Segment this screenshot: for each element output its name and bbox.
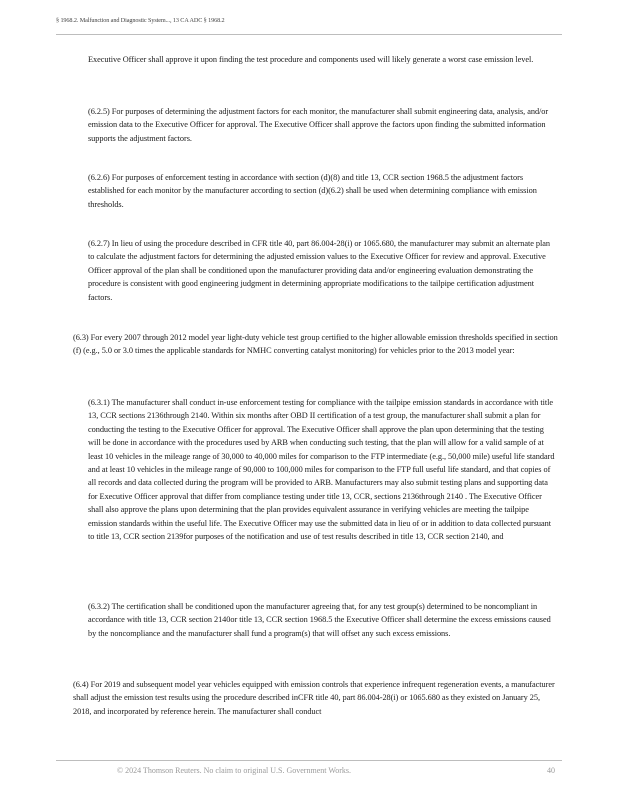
paragraph-6-2-6: (6.2.6) For purposes of enforcement testing in accordance with section (d)(8) and title 13, CCR section 1968.5 the adjustment factors established for each monitor by the manufacturer according to section (d)(6.2) shall be used when determining compliance with emission thresholds. (88, 173, 537, 209)
copyright-notice: © 2024 Thomson Reuters. No claim to original U.S. Government Works. (117, 766, 352, 775)
paragraph-6-2-5: (6.2.5) For purposes of determining the adjustment factors for each monitor, the manufacturer shall submit engineering data, analysis, and/or emission data to the Executive Officer for approval. The Executive Officer shall approve the factors upon finding the submitted information supports the adjustment factors. (88, 107, 549, 143)
header-divider (56, 34, 562, 35)
paragraph-6-3: (6.3) For every 2007 through 2012 model year light-duty vehicle test group certified to the higher allowable emission thresholds specified in section (f) (e.g., 5.0 or 3.0 times the applicable standards for NMHC converting catalyst monitoring) for vehicles prior to the 2013 model year: (73, 333, 558, 356)
paragraph-6-2-7: (6.2.7) In lieu of using the procedure described in CFR title 40, part 86.004-28(i) or 1065.680, the manufacturer may submit an alternate plan to calculate the adjustment factors for determining the adjusted emission values to the Executive Officer for review and approval. Executive Officer approval of the plan shall be conditioned upon the manufacturer providing data and/or engineering evaluation demonstrating the procedure is consistent with good engineering judgment in determining appropriate modifications to the tailpipe certification adjustment factors. (88, 239, 551, 302)
running-header: § 1968.2. Malfunction and Diagnostic System..., 13 CA ADC § 1968.2 (56, 17, 225, 24)
paragraph-6-3-1: (6.3.1) The manufacturer shall conduct in-use enforcement testing for compliance with the tailpipe emission standards in accordance with title 13, CCR sections 2136through 2140. Within six months after OBD II certification of a test group, the manufacturer shall submit a plan for conducting the testing to the Executive Officer for approval. The Executive Officer shall approve the plan upon determining that the testing will be done in accordance with the procedures used by ARB when conducting such testing, that the plan will allow for a valid sample of at least 10 vehicles in the mileage range of 30,000 to 40,000 miles for comparison to the FTP intermediate (e.g., 50,000 mile) useful life standard and at least 10 vehicles in the mileage range of 90,000 to 100,000 miles for comparison to the FTP full useful life standard, and that copies of all records and data collected during the program will be provided to ARB. Manufacturers may also submit testing plans and supporting data for Executive Officer approval that differ from compliance testing under title 13, CCR, sections 2136through 2140 . The Executive Officer shall also approve the plans upon determining that the plan provides equivalent assurance in verifying vehicles are meeting the tailpipe emission standards within the useful life. The Executive Officer may use the submitted data in lieu of or in addition to data collected pursuant to title 13, CCR section 2139for purposes of the notification and use of test results described in title 13, CCR section 2140, and (88, 398, 555, 542)
paragraph-6-3-2: (6.3.2) The certification shall be conditioned upon the manufacturer agreeing that, for any test group(s) determined to be noncompliant in accordance with title 13, CCR section 2140or title 13, CCR section 1968.5 the Executive Officer shall determine the excess emissions caused by the noncompliance and the manufacturer shall fund a program(s) that will offset any such excess emissions. (88, 602, 551, 638)
paragraph-continuation: Executive Officer shall approve it upon finding the test procedure and components used will likely generate a worst case emission level. (88, 55, 534, 64)
paragraph-6-4: (6.4) For 2019 and subsequent model year vehicles equipped with emission controls that experience infrequent regeneration events, a manufacturer shall adjust the emission test results using the procedure described inCFR title 40, part 86.004-28(i) or 1065.680 as they existed on January 25, 2018, and incorporated by reference herein. The manufacturer shall conduct (73, 680, 555, 716)
footer-divider (56, 760, 562, 761)
page-number: 40 (547, 766, 555, 775)
